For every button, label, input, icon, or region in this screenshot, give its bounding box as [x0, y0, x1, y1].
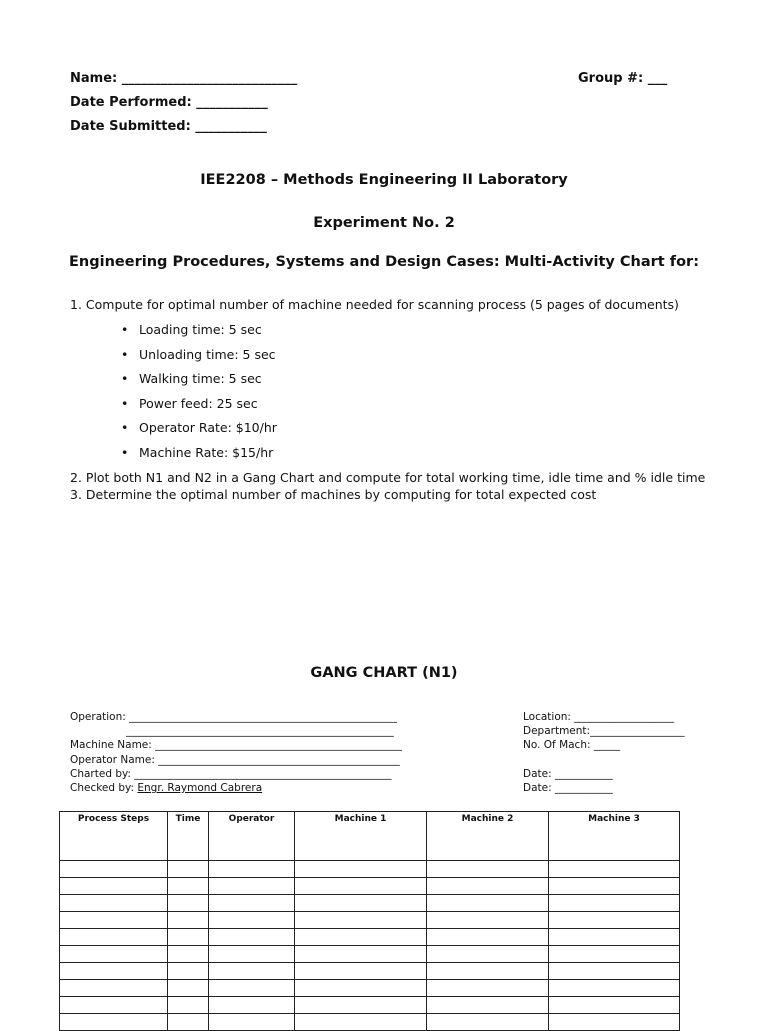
task-1: 1. Compute for optimal number of machine needed for scanning process (5 pages of documents) [70, 297, 679, 312]
name-field: Name: ___________________________ [70, 71, 298, 86]
table-cell [427, 997, 549, 1014]
charted-by-field: Charted by: _________________________________________________ [70, 767, 392, 780]
column-header-operator: Operator [209, 812, 295, 861]
table-cell [295, 912, 427, 929]
table-cell [209, 861, 295, 878]
table-cell [60, 1014, 168, 1031]
table-row [60, 997, 680, 1014]
course-title: IEE2208 – Methods Engineering II Laboratory [200, 172, 568, 188]
table-cell [60, 912, 168, 929]
location-field: Location: ___________________ [523, 711, 675, 723]
bullet-item: • Loading time: 5 sec [122, 322, 262, 337]
date-performed-field: Date Performed: ___________ [70, 95, 268, 110]
table-row [60, 895, 680, 912]
table-cell [427, 963, 549, 980]
table-row [60, 929, 680, 946]
date-field: Date: ___________ [523, 767, 613, 780]
table-cell [60, 997, 168, 1014]
column-header-machine-2: Machine 2 [427, 812, 549, 861]
subject-title: Engineering Procedures, Systems and Design Cases: Multi-Activity Chart for: [69, 254, 699, 270]
table-cell [427, 912, 549, 929]
table-cell [427, 861, 549, 878]
bullet-item: • Unloading time: 5 sec [122, 347, 276, 362]
table-cell [60, 861, 168, 878]
table-cell [209, 980, 295, 997]
table-cell [209, 929, 295, 946]
table-cell [168, 895, 209, 912]
bullet-item: • Power feed: 25 sec [122, 396, 258, 411]
checked-by-field [70, 781, 402, 795]
table-cell [549, 1014, 680, 1031]
gang-chart-right-fields [523, 710, 685, 795]
date-submitted-field: Date Submitted: ___________ [70, 119, 267, 134]
no-of-mach-field: No. Of Mach: _____ [523, 739, 621, 752]
operator-name-field: Operator Name: ______________________________________________ [70, 753, 400, 766]
table-cell [60, 946, 168, 963]
table-cell [549, 963, 680, 980]
table-cell [168, 878, 209, 895]
task-3: 3. Determine the optimal number of machines by computing for total expected cost [70, 487, 597, 502]
table-cell [549, 980, 680, 997]
bullet-item: • Machine Rate: $15/hr [122, 445, 273, 460]
table-cell [549, 929, 680, 946]
table-cell [549, 878, 680, 895]
table-cell [168, 997, 209, 1014]
table-cell [549, 912, 680, 929]
table-cell [60, 963, 168, 980]
table-cell [295, 1014, 427, 1031]
experiment-title: Experiment No. 2 [313, 215, 455, 231]
table-cell [168, 946, 209, 963]
column-header-machine-3: Machine 3 [549, 812, 680, 861]
table-cell [295, 963, 427, 980]
gang-chart-title: GANG CHART (N1) [310, 665, 458, 681]
department-field: Department:__________________ [523, 725, 685, 738]
table-row [60, 980, 680, 997]
table-cell [209, 963, 295, 980]
table-cell [209, 912, 295, 929]
table-cell [549, 997, 680, 1014]
table-cell [60, 895, 168, 912]
gang-chart-left-fields [70, 710, 402, 795]
table-cell [295, 997, 427, 1014]
bullet-item: • Operator Rate: $10/hr [122, 420, 277, 435]
checked-by-label: Checked by: [70, 782, 138, 795]
table-cell [209, 1014, 295, 1031]
table-cell [295, 946, 427, 963]
table-cell [427, 895, 549, 912]
column-header-machine-1: Machine 1 [295, 812, 427, 861]
table-cell [209, 946, 295, 963]
table-cell [295, 861, 427, 878]
table-cell [60, 878, 168, 895]
table-cell [549, 895, 680, 912]
table-cell [295, 878, 427, 895]
date-field: Date: ___________ [523, 782, 613, 794]
gang-chart-table [59, 811, 680, 1031]
column-header-process-steps: Process Steps [60, 812, 168, 861]
table-cell [549, 946, 680, 963]
machine-name-field: Machine Name: _______________________________________________ [70, 739, 402, 752]
bullet-item: • Walking time: 5 sec [122, 371, 262, 386]
table-row [60, 963, 680, 980]
checked-by-value: Engr. Raymond Cabrera [137, 782, 263, 795]
table-cell [295, 929, 427, 946]
table-cell [295, 895, 427, 912]
table-row [60, 912, 680, 929]
table-cell [427, 878, 549, 895]
table-row [60, 878, 680, 895]
table-cell [168, 963, 209, 980]
table-cell [427, 1014, 549, 1031]
table-cell [209, 997, 295, 1014]
table-cell [427, 946, 549, 963]
group-field: Group #: ___ [578, 71, 668, 86]
task-2: 2. Plot both N1 and N2 in a Gang Chart and compute for total working time, idle time and % idle time [70, 470, 706, 485]
operation-field: Operation: ___________________________________________________ [70, 711, 397, 723]
table-cell [209, 878, 295, 895]
table-row [60, 1014, 680, 1031]
table-row [60, 946, 680, 963]
table-cell [60, 929, 168, 946]
table-cell [427, 929, 549, 946]
table-cell [549, 861, 680, 878]
table-cell [168, 912, 209, 929]
table-cell [427, 980, 549, 997]
table-cell [295, 980, 427, 997]
table-cell [209, 895, 295, 912]
table-cell [168, 929, 209, 946]
table-cell [168, 1014, 209, 1031]
table-cell [168, 980, 209, 997]
column-header-time: Time [168, 812, 209, 861]
table-row [60, 861, 680, 878]
operation-field-cont: ___________________________________________________ [126, 725, 394, 738]
table-cell [168, 861, 209, 878]
table-cell [60, 980, 168, 997]
table-header-row [60, 812, 680, 861]
